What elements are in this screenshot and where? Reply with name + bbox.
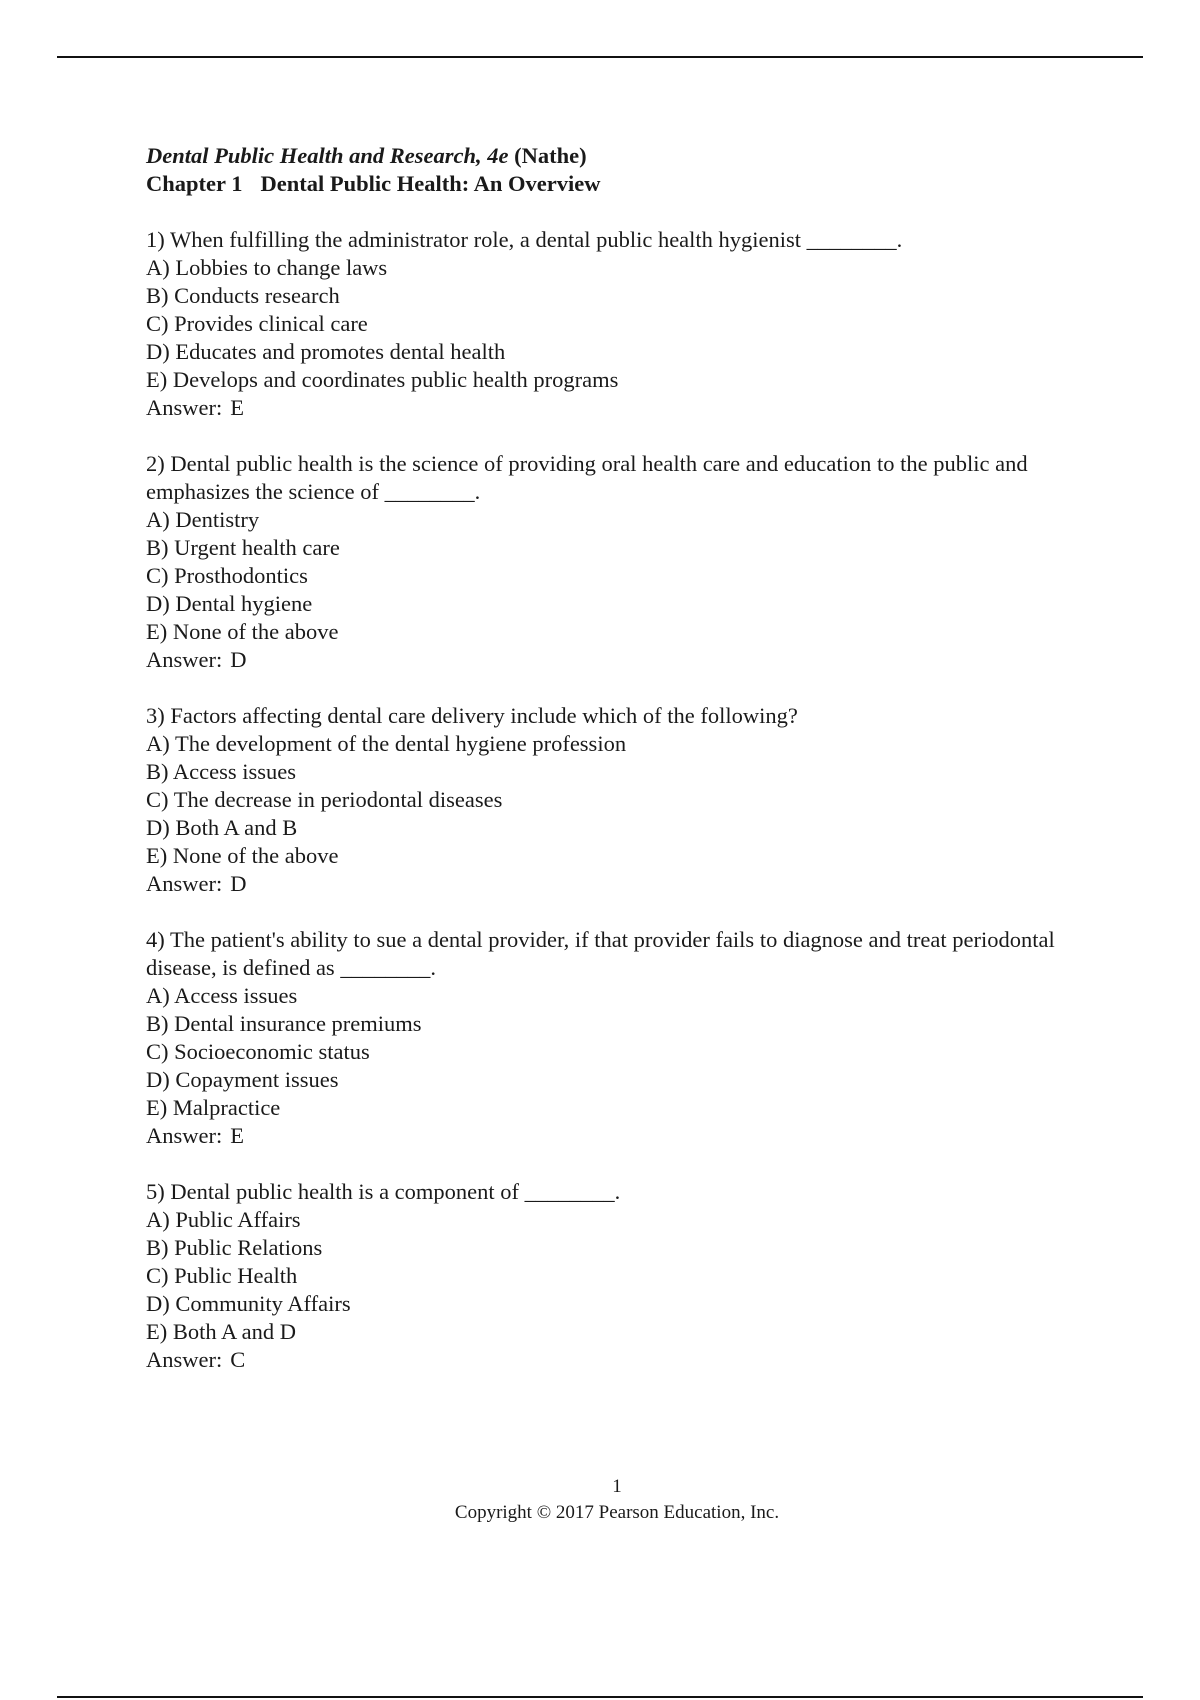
option-b: B) Conducts research: [146, 283, 340, 308]
chapter-title: Dental Public Health: An Overview: [260, 171, 601, 196]
answer-line: [146, 870, 1076, 898]
option-a: A) Dentistry: [146, 507, 260, 532]
copyright-notice: Copyright © 2017 Pearson Education, Inc.: [454, 1502, 780, 1523]
question-3: [146, 702, 1076, 898]
chapter-number: Chapter 1: [146, 171, 243, 196]
option-a: A) The development of the dental hygiene profession: [146, 731, 627, 756]
option-c: C) Public Health: [146, 1263, 298, 1288]
option-b: B) Urgent health care: [146, 535, 340, 560]
question-1: [146, 226, 1076, 422]
question-4: [146, 926, 1076, 1150]
option-b: B) Dental insurance premiums: [146, 1011, 422, 1036]
option-b: B) Public Relations: [146, 1235, 323, 1260]
page-footer: [0, 1474, 1200, 1526]
option-b: B) Access issues: [146, 759, 296, 784]
option-d: D) Dental hygiene: [146, 591, 313, 616]
option-d: D) Both A and B: [146, 815, 298, 840]
answer-line: [146, 394, 1076, 422]
option-c: C) Provides clinical care: [146, 311, 368, 336]
book-author: (Nathe): [514, 143, 587, 168]
chapter-heading: [146, 170, 1076, 198]
answer-label: Answer:: [146, 1123, 223, 1148]
top-rule: [57, 56, 1143, 58]
option-a: A) Lobbies to change laws: [146, 255, 388, 280]
answer-line: [146, 1122, 1076, 1150]
option-e: E) None of the above: [146, 843, 339, 868]
option-c: C) Prosthodontics: [146, 563, 308, 588]
question-text: 4) The patient's ability to sue a dental provider, if that provider fails to diagnose and treat periodontal disease, is defined as ________.: [146, 927, 1055, 980]
question-text: 5) Dental public health is a component of ________.: [146, 1179, 621, 1204]
question-text: 1) When fulfilling the administrator role, a dental public health hygienist ________.: [146, 227, 903, 252]
option-e: E) None of the above: [146, 619, 339, 644]
answer-value: E: [230, 1123, 244, 1148]
answer-label: Answer:: [146, 871, 223, 896]
option-c: C) The decrease in periodontal diseases: [146, 787, 503, 812]
answer-line: [146, 646, 1076, 674]
question-5: [146, 1178, 1076, 1374]
option-d: D) Copayment issues: [146, 1067, 339, 1092]
answer-label: Answer:: [146, 395, 223, 420]
answer-label: Answer:: [146, 1347, 223, 1372]
page-number: 1: [612, 1476, 622, 1497]
option-c: C) Socioeconomic status: [146, 1039, 370, 1064]
option-e: E) Malpractice: [146, 1095, 281, 1120]
option-a: A) Public Affairs: [146, 1207, 301, 1232]
option-e: E) Both A and D: [146, 1319, 296, 1344]
answer-line: [146, 1346, 1076, 1374]
option-d: D) Educates and promotes dental health: [146, 339, 506, 364]
answer-value: C: [230, 1347, 246, 1372]
answer-value: D: [230, 647, 247, 672]
question-text: 2) Dental public health is the science of providing oral health care and education to the public and emphasizes the science of ________.: [146, 451, 1028, 504]
question-2: [146, 450, 1076, 674]
book-header: [146, 142, 1076, 170]
option-a: A) Access issues: [146, 983, 298, 1008]
book-title: Dental Public Health and Research, 4e: [146, 143, 509, 168]
answer-value: E: [230, 395, 244, 420]
option-d: D) Community Affairs: [146, 1291, 351, 1316]
question-text: 3) Factors affecting dental care delivery include which of the following?: [146, 703, 798, 728]
answer-value: D: [230, 871, 247, 896]
document-body: [146, 142, 1076, 1402]
answer-label: Answer:: [146, 647, 223, 672]
bottom-rule: [57, 1696, 1143, 1698]
option-e: E) Develops and coordinates public health programs: [146, 367, 619, 392]
